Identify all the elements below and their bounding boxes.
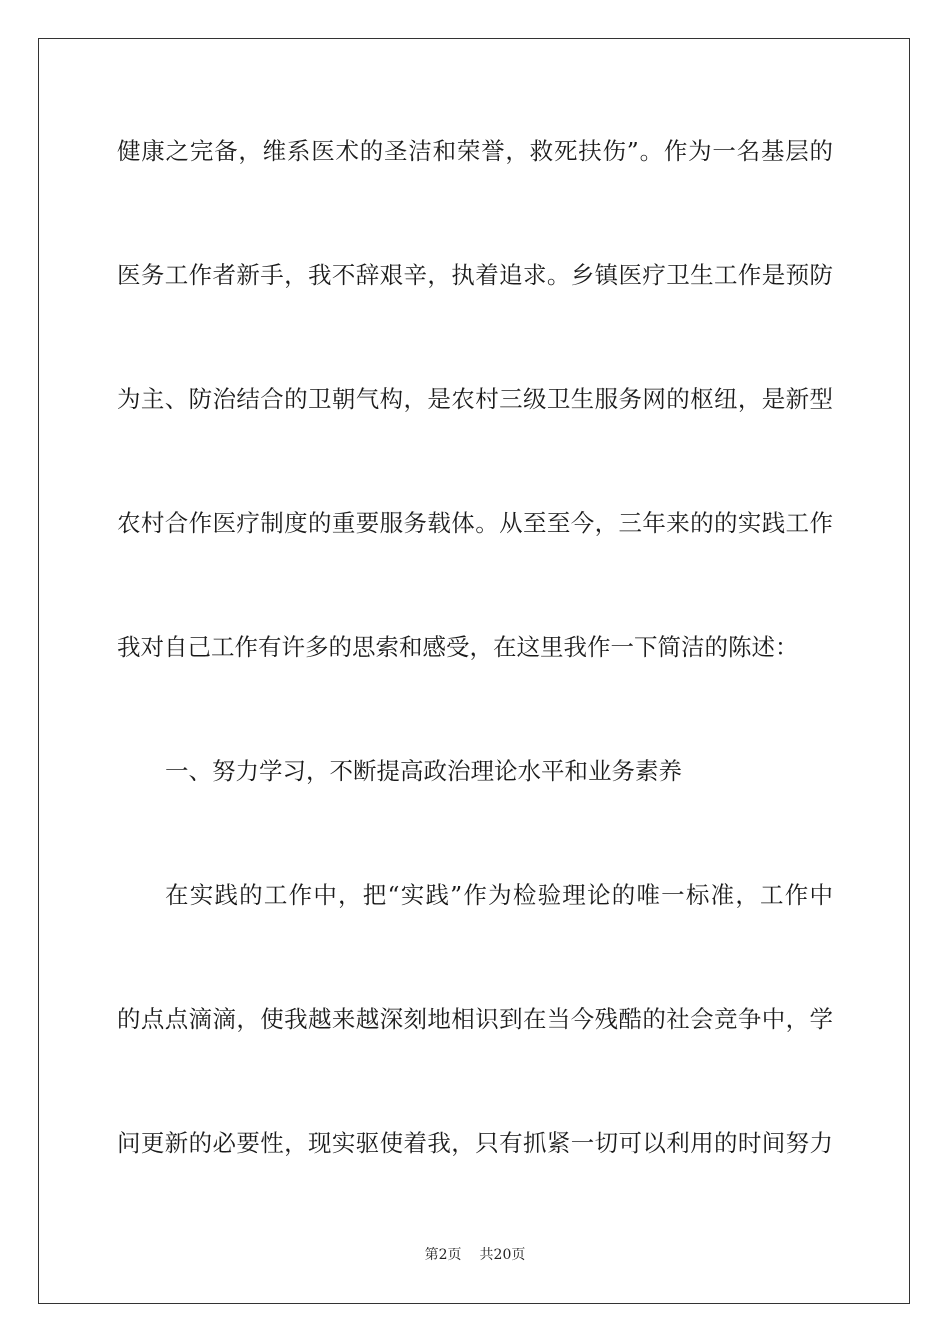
body-text-line-5: 我对自己工作有许多的思索和感受，在这里我作一下简洁的陈述：: [117, 633, 799, 661]
body-text-line-2: 医务工作者新手，我不辞艰辛，执着追求。乡镇医疗卫生工作是预防: [117, 261, 833, 289]
body-text-line-7: 在实践的工作中，把“实践”作为检验理论的唯一标准，工作中: [165, 881, 833, 909]
body-text-line-3: 为主、防治结合的卫朝气构，是农村三级卫生服务网的枢纽，是新型: [117, 385, 833, 413]
page-border: [38, 38, 910, 1304]
body-text-line-8: 的点点滴滴，使我越来越深刻地相识到在当今残酷的社会竞争中，学: [117, 1005, 833, 1033]
page-number: 第2页: [424, 1247, 462, 1263]
page-total: 共20页: [479, 1247, 526, 1263]
body-text-line-1: 健康之完备，维系医术的圣洁和荣誉，救死扶伤”。作为一名基层的: [117, 137, 833, 165]
body-text-line-9: 问更新的必要性，现实驱使着我，只有抓紧一切可以利用的时间努力: [117, 1129, 833, 1157]
page-footer: [0, 1246, 950, 1264]
body-text-line-4: 农村合作医疗制度的重要服务载体。从至至今，三年来的的实践工作: [117, 509, 833, 537]
section-heading: 一、努力学习，不断提高政治理论水平和业务素养: [165, 757, 682, 785]
